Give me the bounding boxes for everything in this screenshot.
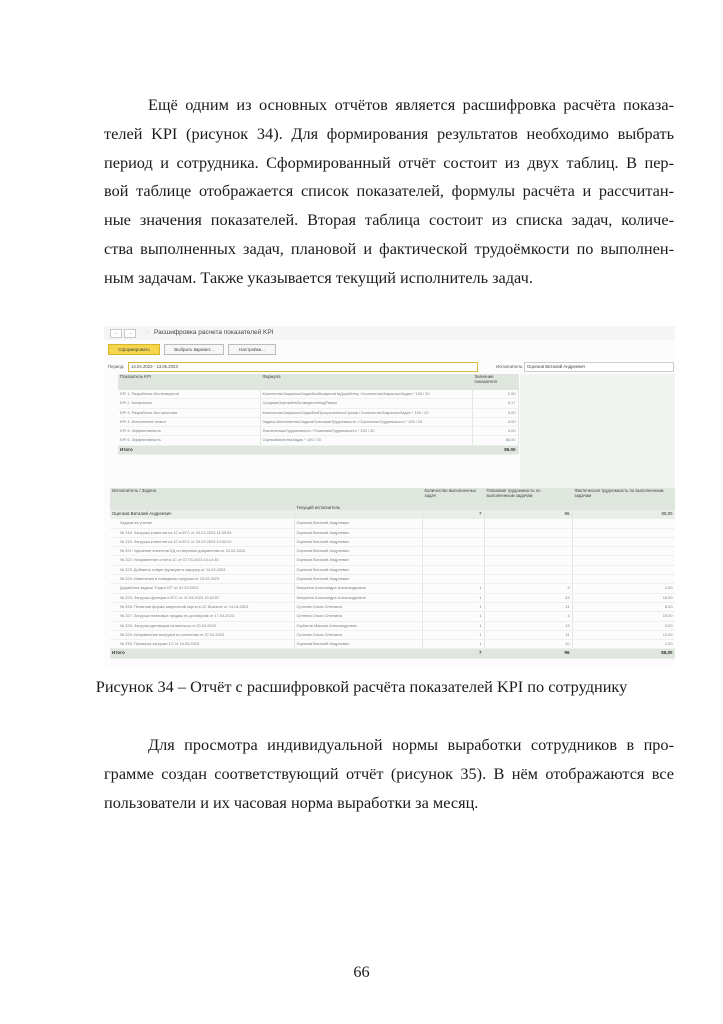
current-executor-cell: Никулина Александра Александровна — [294, 584, 422, 593]
actual-effort-col-header: Фактическая трудоемкость по выполненным задачам — [572, 488, 675, 510]
group-executor-name: Оцепков Виталий Андреевич — [110, 510, 294, 519]
task-row[interactable] — [110, 630, 675, 639]
current-executor-cell: Сутеева Ольга Олеговна — [294, 630, 422, 639]
forward-arrow-icon[interactable]: → — [124, 329, 136, 338]
tasks-table — [110, 488, 675, 659]
actual-effort-cell — [572, 537, 675, 546]
figure-caption: Рисунок 34 – Отчёт с расшифровкой расчёта показателей KPI по сотруднику — [95, 677, 628, 696]
text-line: грамме создан соответствующий отчёт (рисунок 35). В нём отображаются все — [104, 763, 674, 783]
completed-count-cell — [422, 528, 484, 537]
task-name-cell: № 225: Загрузка функции в ЕГС от 11.04.2023 10:40:57 — [110, 593, 294, 602]
text-line: телей KPI (рисунок 34). Для формирования результатов необходимо выбрать — [104, 123, 674, 143]
completed-count-cell — [422, 537, 484, 546]
completed-count-col-header: Количество выполненных задач — [422, 488, 484, 510]
task-row[interactable] — [110, 593, 675, 602]
task-name-cell: № 224: Изменения в поведении загрузки от 15.03.2023 — [110, 575, 294, 584]
planned-effort-cell — [484, 519, 572, 528]
completed-count-cell — [422, 519, 484, 528]
completed-count-cell: 1 — [422, 621, 484, 630]
planned-effort-cell: 11 — [484, 602, 572, 611]
text-line: ные значения показателей. Вторая таблица состоит из списка задач, количе- — [104, 210, 674, 230]
actual-effort-cell — [572, 519, 675, 528]
page-number: 66 — [353, 962, 370, 981]
planned-effort-cell: 10 — [484, 640, 572, 649]
value-col-header: Значение показателя — [472, 374, 518, 390]
task-row[interactable] — [110, 547, 675, 556]
group-fact: 85,00 — [572, 510, 675, 519]
planned-effort-cell — [484, 528, 572, 537]
actual-effort-cell — [572, 575, 675, 584]
task-row[interactable] — [110, 612, 675, 621]
settings-button[interactable]: Настройки... — [228, 344, 276, 355]
task-name-cell: № 223: Добавить новую функцию в загрузку от 14.03.2023 — [110, 565, 294, 574]
current-executor-cell: Оцепков Виталий Андреевич — [294, 519, 422, 528]
executor-label: Исполнитель: — [496, 364, 524, 369]
current-executor-cell: Оцепков Виталий Андреевич — [294, 640, 422, 649]
task-name-cell: № 219: Загрузка клиентов из 1С в ЕГС от 20.02.2023 14:30:02 — [110, 537, 294, 546]
text-line: пользователи и их часовая норма выработки за месяц. — [104, 792, 479, 812]
task-row[interactable] — [110, 575, 675, 584]
task-row[interactable] — [110, 519, 675, 528]
completed-count-cell: 1 — [422, 602, 484, 611]
actual-effort-cell: 12.00 — [572, 630, 675, 639]
planned-effort-cell — [484, 556, 572, 565]
executor-select[interactable]: Оцепков Виталий Андреевич — [524, 362, 674, 372]
current-executor-cell: Никулина Александра Александровна — [294, 593, 422, 602]
task-name-cell: Доработка задачи 'Отдел ИТ' от 31.03.2023 — [110, 584, 294, 593]
task-row[interactable] — [110, 584, 675, 593]
kpi-table — [118, 374, 519, 455]
actual-effort-cell: 8.00 — [572, 602, 675, 611]
report-screenshot — [104, 326, 675, 666]
period-input[interactable]: 14.04.2023 - 13.05.2023 — [128, 362, 478, 372]
planned-effort-cell — [484, 537, 572, 546]
actual-effort-cell: 15.00 — [572, 612, 675, 621]
current-executor-cell: Сутеева Ольга Олеговна — [294, 612, 422, 621]
task-row[interactable] — [110, 556, 675, 565]
group-plan: 96 — [484, 510, 572, 519]
planned-effort-cell — [484, 565, 572, 574]
completed-count-cell — [422, 565, 484, 574]
tasks-total-label: Итого — [110, 649, 294, 658]
actual-effort-cell — [572, 565, 675, 574]
select-variant-button[interactable]: Выбрать вариант... — [164, 344, 224, 355]
actual-effort-cell: 16.00 — [572, 593, 675, 602]
kpi-name-cell: KPI 4. Исполнение плана — [118, 417, 260, 426]
completed-count-cell: 1 — [422, 612, 484, 621]
current-executor-cell: Оцепков Виталий Андреевич — [294, 528, 422, 537]
completed-count-cell — [422, 556, 484, 565]
kpi-row[interactable] — [118, 417, 518, 426]
back-arrow-icon[interactable]: ← — [110, 329, 122, 338]
kpi-row[interactable] — [118, 436, 518, 445]
current-executor-cell: Оцепков Виталий Андреевич — [294, 575, 422, 584]
table-empty-area — [520, 374, 675, 490]
kpi-value-cell: 5.00 — [472, 427, 518, 436]
actual-effort-cell — [572, 528, 675, 537]
kpi-name-cell: KPI 3. Разработка без простоев — [118, 408, 260, 417]
task-name-cell: № 218: Загрузка клиентов из 1С в ЕГС от 20.02.2023 11:30:03 — [110, 528, 294, 537]
task-name-cell: № 228: Загрузка договоров из выписок от 20.04.2023 — [110, 621, 294, 630]
current-executor-cell: Сутеева Ольга Олеговна — [294, 602, 422, 611]
kpi-formula-cell: СредняяОценкаНаПроведениеКодРевью — [260, 399, 472, 408]
planned-effort-cell: 43 — [484, 593, 572, 602]
tasks-total-count: 7 — [422, 649, 484, 658]
text-line: ным задачам. Также указывается текущий исполнитель задач. — [104, 267, 533, 287]
kpi-name-cell: KPI 5. Эффективность — [118, 427, 260, 436]
completed-count-cell: 1 — [422, 584, 484, 593]
text-line: Ещё одним из основных отчётов является расшифровка расчёта показа- — [148, 95, 674, 114]
actual-effort-cell: 1.50 — [572, 584, 675, 593]
completed-count-cell: 1 — [422, 630, 484, 639]
kpi-row[interactable] — [118, 399, 518, 408]
completed-count-cell — [422, 547, 484, 556]
kpi-value-cell: 5.17 — [472, 399, 518, 408]
task-row[interactable] — [110, 537, 675, 546]
current-executor-cell: Горбатов Максим Александрович — [294, 621, 422, 630]
kpi-name-cell: KPI 2. Конфликты — [118, 399, 260, 408]
task-name-cell: № 226: Печатная форма закупочной карты в 1С Бизнесе от 14.04.2023 — [110, 602, 294, 611]
planned-effort-cell — [484, 575, 572, 584]
actual-effort-cell: 1.00 — [572, 640, 675, 649]
kpi-value-cell: 85.00 — [472, 436, 518, 445]
task-name-cell: № 229: Исправление выгрузки по клиентам от 27.04.2023 — [110, 630, 294, 639]
task-row[interactable] — [110, 621, 675, 630]
kpi-row[interactable] — [118, 390, 518, 399]
executor-task-col-header: Исполнитель / Задача — [110, 488, 294, 510]
window-title: Расшифровка расчета показателей KPI — [154, 329, 274, 336]
planned-effort-cell: 3 — [484, 584, 572, 593]
kpi-formula-cell: Задачи.ИсполнительЗадачиПлановаяТрудоемкость / ОценочнаяТрудоемкость * 100 / 20 — [260, 417, 472, 426]
kpi-name-cell: KPI 6. Эффективность — [118, 436, 260, 445]
text-line: период и сотрудника. Сформированный отчёт состоит из двух таблиц. В пер- — [104, 152, 674, 172]
kpi-row[interactable] — [118, 408, 518, 417]
actual-effort-cell: 3.00 — [572, 621, 675, 630]
paragraph-norm-report — [104, 731, 674, 817]
executor-group-row[interactable] — [110, 510, 675, 519]
kpi-total-label: Итого — [118, 445, 260, 454]
task-name-cell: № 222: Исправление отчета 1С от 07.03.2023 15:14:40 — [110, 556, 294, 565]
kpi-col-header: Показатель KPI — [118, 374, 260, 390]
formula-col-header: Формула — [260, 374, 472, 390]
current-executor-cell: Оцепков Виталий Андреевич — [294, 537, 422, 546]
task-row[interactable] — [110, 640, 675, 649]
paragraph-kpi-report — [104, 91, 674, 293]
kpi-row[interactable] — [118, 427, 518, 436]
completed-count-cell: 1 — [422, 640, 484, 649]
actual-effort-cell — [572, 556, 675, 565]
planned-effort-cell: 13 — [484, 621, 572, 630]
period-label: Период: — [108, 364, 125, 369]
text-line: ства выполненных задач, плановой и фактической трудоёмкости по выполнен- — [104, 238, 674, 258]
task-name-cell: № 227: Загрузка плановых продаж по договорам от 17.04.2023 — [110, 612, 294, 621]
current-executor-cell: Оцепков Виталий Андреевич — [294, 547, 422, 556]
kpi-value-cell: 5.00 — [472, 417, 518, 426]
text-line: вой таблице отображается список показателей, формулы расчёта и рассчитан- — [104, 181, 674, 201]
planned-effort-col-header: Плановая трудоемкость по выполненным задачам — [484, 488, 572, 510]
kpi-name-cell: KPI 1. Разработка без возвратов — [118, 390, 260, 399]
current-executor-col-header: Текущий исполнитель — [294, 488, 422, 510]
tasks-total-fact: 85,00 — [572, 649, 675, 658]
kpi-formula-cell: КоличествоЗакрытыхЗадачБезПросроченныхСроков / КоличествоЗакрытыхЗадач * 100 / 20 — [260, 408, 472, 417]
kpi-formula-cell: ОценкаКачестваЗадач * 100 / 20 — [260, 436, 472, 445]
planned-effort-cell: 3 — [484, 612, 572, 621]
kpi-formula-cell: ФактическаяТрудоемкость / ПлановаяТрудоемкость * 100 / 20 — [260, 427, 472, 436]
task-name-cell: № 221: Удаление клиентов ЕД по верхним документам от 22.02.2023 — [110, 547, 294, 556]
kpi-total-value: 85.00 — [472, 445, 518, 454]
current-executor-cell: Оцепков Виталий Андреевич — [294, 565, 422, 574]
completed-count-cell — [422, 575, 484, 584]
completed-count-cell: 1 — [422, 593, 484, 602]
kpi-value-cell: 5.00 — [472, 408, 518, 417]
star-icon[interactable]: ☆ — [144, 329, 151, 336]
task-name-cell: Задача на учение — [110, 519, 294, 528]
task-row[interactable] — [110, 565, 675, 574]
generate-button[interactable]: Сформировать — [108, 344, 160, 355]
kpi-formula-cell: КоличествоЗакрытыхЗадачБезВозвратаНаДоработку / КоличествоЗакрытыхЗадач * 100 / 20 — [260, 390, 472, 399]
planned-effort-cell: 11 — [484, 630, 572, 639]
group-count: 7 — [422, 510, 484, 519]
kpi-value-cell: 2.50 — [472, 390, 518, 399]
task-row[interactable] — [110, 602, 675, 611]
actual-effort-cell — [572, 547, 675, 556]
text-line: Для просмотра индивидуальной нормы выработки сотрудников в про- — [148, 735, 674, 754]
task-name-cell: № 230: Проверка загрузки 1С от 10.05.2023 — [110, 640, 294, 649]
task-row[interactable] — [110, 528, 675, 537]
current-executor-cell: Оцепков Виталий Андреевич — [294, 556, 422, 565]
tasks-total-plan: 96 — [484, 649, 572, 658]
planned-effort-cell — [484, 547, 572, 556]
